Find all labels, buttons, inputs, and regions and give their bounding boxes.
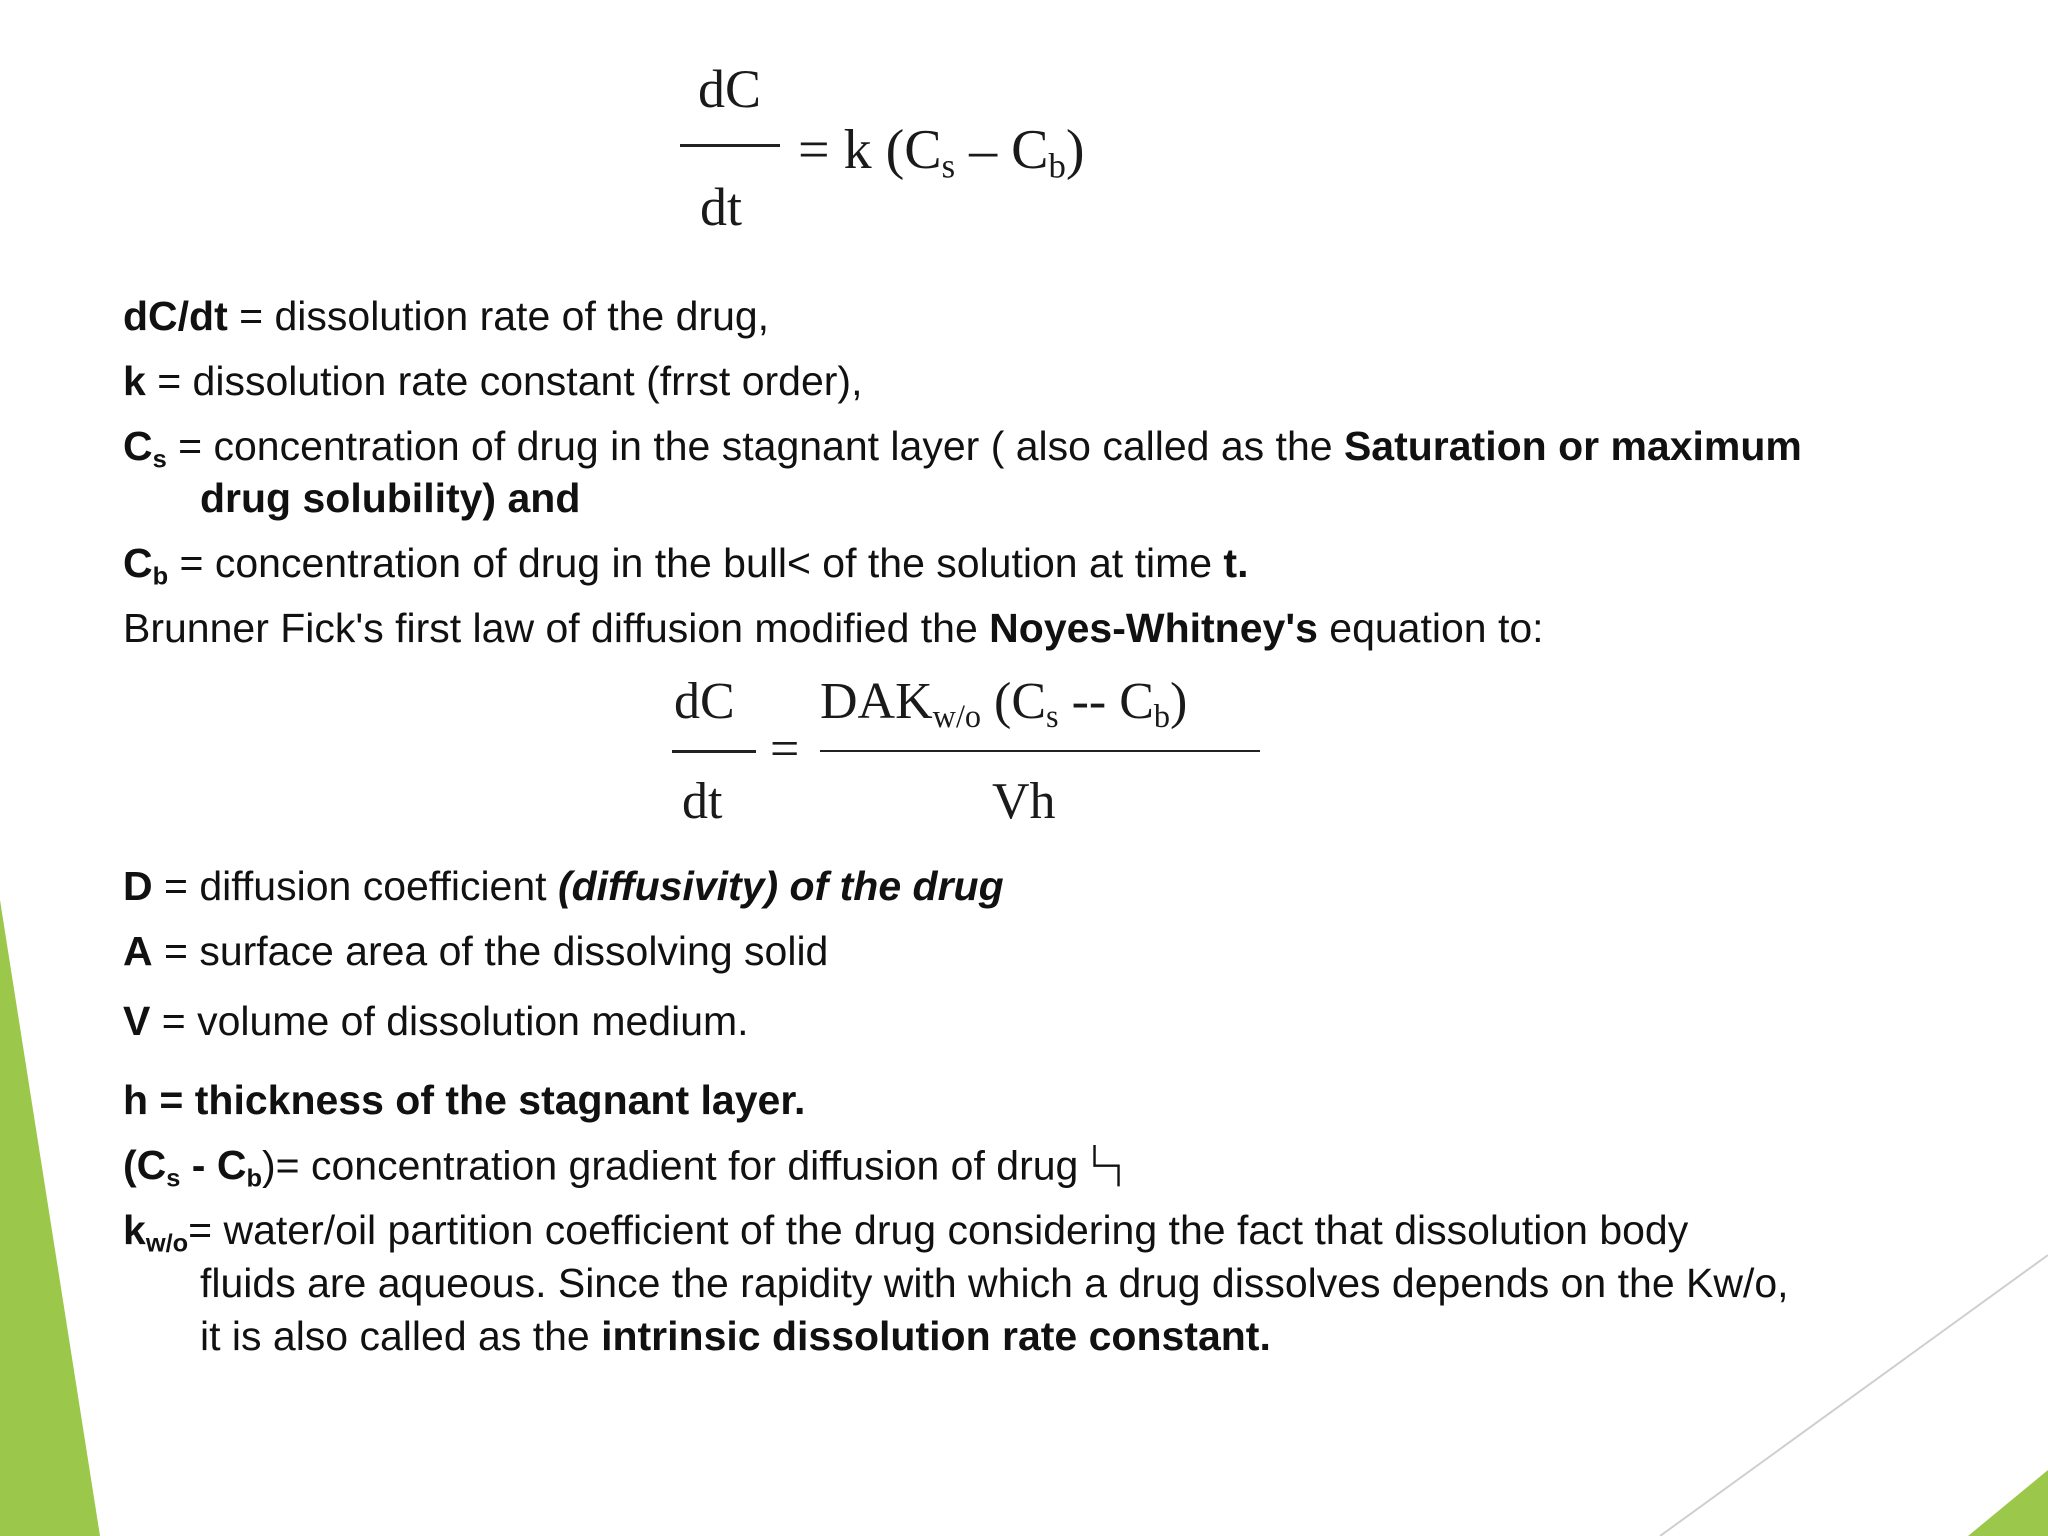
def-dcdt: dC/dt = dissolution rate of the drug, bbox=[123, 293, 770, 339]
eq1-denominator: dt bbox=[700, 177, 743, 237]
def-k: k = dissolution rate constant (frrst order), bbox=[123, 358, 863, 404]
eq2-rhs-fraction-bar bbox=[820, 750, 1260, 752]
eq2-numerator: dC bbox=[674, 673, 735, 730]
eq1-rhs: = k $(C_s - C_b)$ bbox=[798, 119, 1085, 186]
def-kwo-continuation-1: fluids are aqueous. Since the rapidity with which a drug dissolves depends on the Kw/o, bbox=[200, 1260, 1789, 1306]
eq2-rhs-numerator: $DAK_{w/o}$ $(C_s -- C_b)$ bbox=[820, 673, 1188, 735]
eq1-numerator: dC bbox=[698, 59, 762, 119]
eq1-fraction-bar bbox=[680, 144, 780, 147]
def-gradient: $(C_s - C_b)=$ concentration gradient for diffusion of drug └┐ bbox=[123, 1142, 1131, 1194]
def-kwo: $k_{w/o}=$ water/oil partition coefficient of the drug considering the fact that dissolution body bbox=[123, 1207, 1689, 1258]
brunner-line: Brunner Fick's first law of diffusion modified the Noyes-Whitney's equation to: bbox=[123, 605, 1544, 651]
equation-noyes-whitney bbox=[680, 58, 1140, 238]
def-d: D = diffusion coefficient (diffusivity) of the drug bbox=[123, 863, 1004, 909]
eq2-denominator: dt bbox=[682, 773, 723, 830]
def-v: V = volume of dissolution medium. bbox=[123, 998, 749, 1044]
def-kwo-continuation-2: it is also called as the intrinsic dissolution rate constant. bbox=[200, 1313, 1271, 1359]
def-a: A = surface area of the dissolving solid bbox=[123, 928, 829, 974]
eq2-equals: = bbox=[770, 721, 800, 778]
def-h: h = thickness of the stagnant layer. bbox=[123, 1077, 806, 1123]
def-cb: $C_b$ = concentration of drug in the bull< of the solution at time t. bbox=[123, 540, 1249, 591]
eq2-fraction-bar bbox=[672, 750, 756, 753]
def-cs-continuation: drug solubility) and bbox=[200, 475, 581, 521]
bracket-glyph: └┐ bbox=[1082, 1146, 1131, 1184]
equation-brunner bbox=[672, 672, 1272, 832]
eq2-rhs-denominator: Vh bbox=[992, 773, 1056, 830]
def-cs: $C_s$ = concentration of drug in the stagnant layer ( also called as the Saturation or maximum bbox=[123, 423, 1802, 474]
